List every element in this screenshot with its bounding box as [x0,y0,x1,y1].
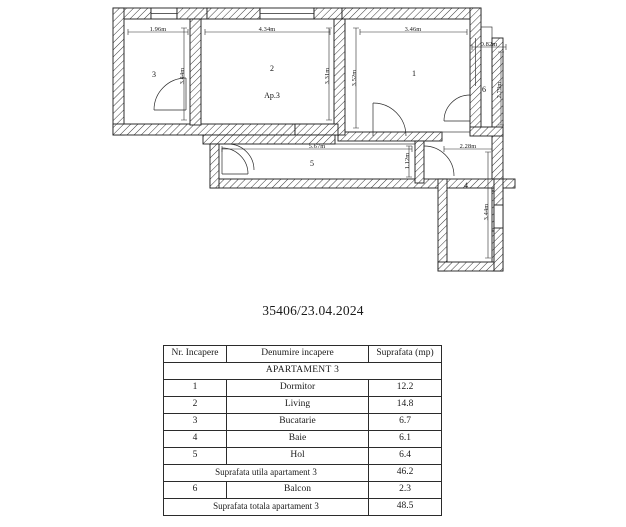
room-schedule-table [163,345,434,516]
dimension-label: 1.12m [404,152,411,170]
cell-name: Bucatarie [227,414,369,431]
document-reference-text: 35406/23.04.2024 [262,303,364,318]
table-total-row [164,499,442,516]
cell-area: 6.4 [369,448,442,465]
section-title: APARTAMENT 3 [164,363,442,380]
dimension-label: 1.96m [149,26,167,33]
room-number-1: 1 [412,69,416,78]
document-reference [0,303,626,319]
cell-nr: 1 [164,380,227,397]
dimension-label: 5.67m [308,143,326,150]
dimension-label: 2.28m [459,143,477,150]
table-row [164,448,442,465]
cell-nr: 5 [164,448,227,465]
cell-nr: 6 [164,482,227,499]
table-row [164,380,442,397]
cell-name: Hol [227,448,369,465]
table-row [164,397,442,414]
cell-name: Living [227,397,369,414]
header-name: Denumire incapere [227,346,369,363]
dimension-label: 2.79m [496,81,503,99]
table-row [164,482,442,499]
room-number-2: 2 [270,64,274,73]
cell-area: 14.8 [369,397,442,414]
dimension-label: 3.31m [324,67,331,85]
dimension-label: 3.46m [404,26,422,33]
cell-name: Dormitor [227,380,369,397]
table-subtotal-row [164,465,442,482]
dimension-label: 0.82m [480,41,498,48]
table-row [164,414,442,431]
room-number-5: 5 [310,159,314,168]
room-number-4: 4 [464,181,468,190]
cell-nr: 4 [164,431,227,448]
total-area: 48.5 [369,499,442,516]
dimension-label: 3.44m [483,203,490,221]
cell-nr: 3 [164,414,227,431]
room-number-3: 3 [152,70,156,79]
cell-name: Baie [227,431,369,448]
header-area: Suprafata (mp) [369,346,442,363]
cell-area: 6.7 [369,414,442,431]
table-header-row [164,346,442,363]
dimension-label: 4.34m [258,26,276,33]
cell-area: 6.1 [369,431,442,448]
dimension-label: 3.52m [351,69,358,87]
room-number-6: 6 [482,85,486,94]
apartment-label: Ap.3 [264,91,280,100]
cell-area: 12.2 [369,380,442,397]
subtotal-area: 46.2 [369,465,442,482]
table-row [164,431,442,448]
subtotal-label: Suprafata utila apartament 3 [164,465,369,482]
total-label: Suprafata totala apartament 3 [164,499,369,516]
cell-nr: 2 [164,397,227,414]
cell-name: Balcon [227,482,369,499]
table-section-row [164,363,442,380]
header-nr: Nr. Incapere [164,346,227,363]
cell-area: 2.3 [369,482,442,499]
dimension-label: 3.44m [179,67,186,85]
